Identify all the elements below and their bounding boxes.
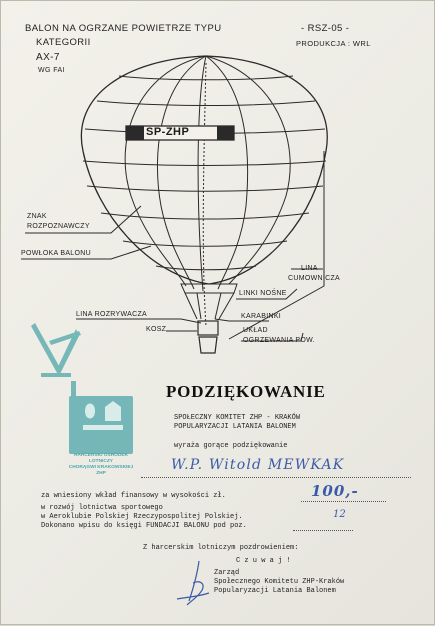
header-wg-fai: WG FAI [38, 67, 65, 74]
header-model: - RSZ-05 - [301, 23, 350, 34]
signature-popularization: Popularyzacji Latania Balonem [214, 587, 336, 595]
label-lina: LINA [301, 265, 318, 272]
stamp-line-1: HARCERSKI OŚRODEK [73, 453, 129, 458]
entry-number: 12 [333, 509, 346, 520]
label-lina-rozrywacza: LINA ROZRYWACZA [76, 311, 148, 318]
contribution-amount: 100,- [311, 482, 359, 500]
label-ogrzewania: OGRZEWANIA POW. [243, 337, 315, 344]
handwritten-signature [1, 1, 435, 626]
expresses-thanks: wyraża gorące podziękowanie [174, 442, 288, 450]
label-cumownicza: CUMOWNICZA [288, 275, 340, 282]
header-production: PRODUKCJA : WRL [296, 39, 371, 48]
label-rozpoznawczy: ROZPOZNAWCZY [27, 223, 90, 230]
stamp-line-3: CHORĄGWI KRAKOWSKIEJ [68, 465, 134, 470]
signature-board: Zarząd [214, 569, 240, 577]
signature-committee: Społecznego Komitetu ZHP-Kraków [214, 578, 345, 586]
organization-line-2: POPULARYZACJI LATANIA BALONEM [174, 423, 296, 431]
label-kosz: KOSZ [146, 326, 167, 333]
label-uklad: UKŁAD [243, 327, 268, 334]
contribution-text: za wniesiony wkład finansowy w wysokości zł. [41, 492, 226, 500]
label-karabinki: KARABINKI [241, 313, 282, 320]
stamp-line-4: ZHP [96, 471, 106, 476]
label-znak: ZNAK [27, 213, 47, 220]
certificate-title: PODZIĘKOWANIE [166, 382, 326, 401]
stamp-line-2: LOTNICZY [89, 459, 113, 464]
development-line-1: w rozwój lotnictwa sportowego [41, 504, 163, 512]
recipient-name: W.P. Witold MEWKAK [171, 457, 345, 473]
label-linki-nosne: LINKI NOŚNE [239, 290, 287, 297]
organization-line-1: SPOŁECZNY KOMITET ZHP - KRAKÓW [174, 414, 301, 422]
greeting: Z harcerskim lotniczym pozdrowieniem: [143, 544, 299, 552]
registration-text: SP-ZHP [146, 126, 190, 138]
development-line-2: w Aeroklubie Polskiej Rzeczypospolitej Polskiej. [41, 513, 243, 521]
development-line-3: Dokonano wpisu do księgi FUNDACJI BALONU pod poz. [41, 522, 247, 530]
header-category-value: AX-7 [36, 52, 60, 63]
label-powloka: POWŁOKA BALONU [21, 250, 91, 257]
header-type-line: BALON NA OGRZANE POWIETRZE TYPU [25, 23, 222, 34]
motto: C z u w a j ! [236, 557, 291, 565]
header-category-label: KATEGORII [36, 37, 91, 48]
